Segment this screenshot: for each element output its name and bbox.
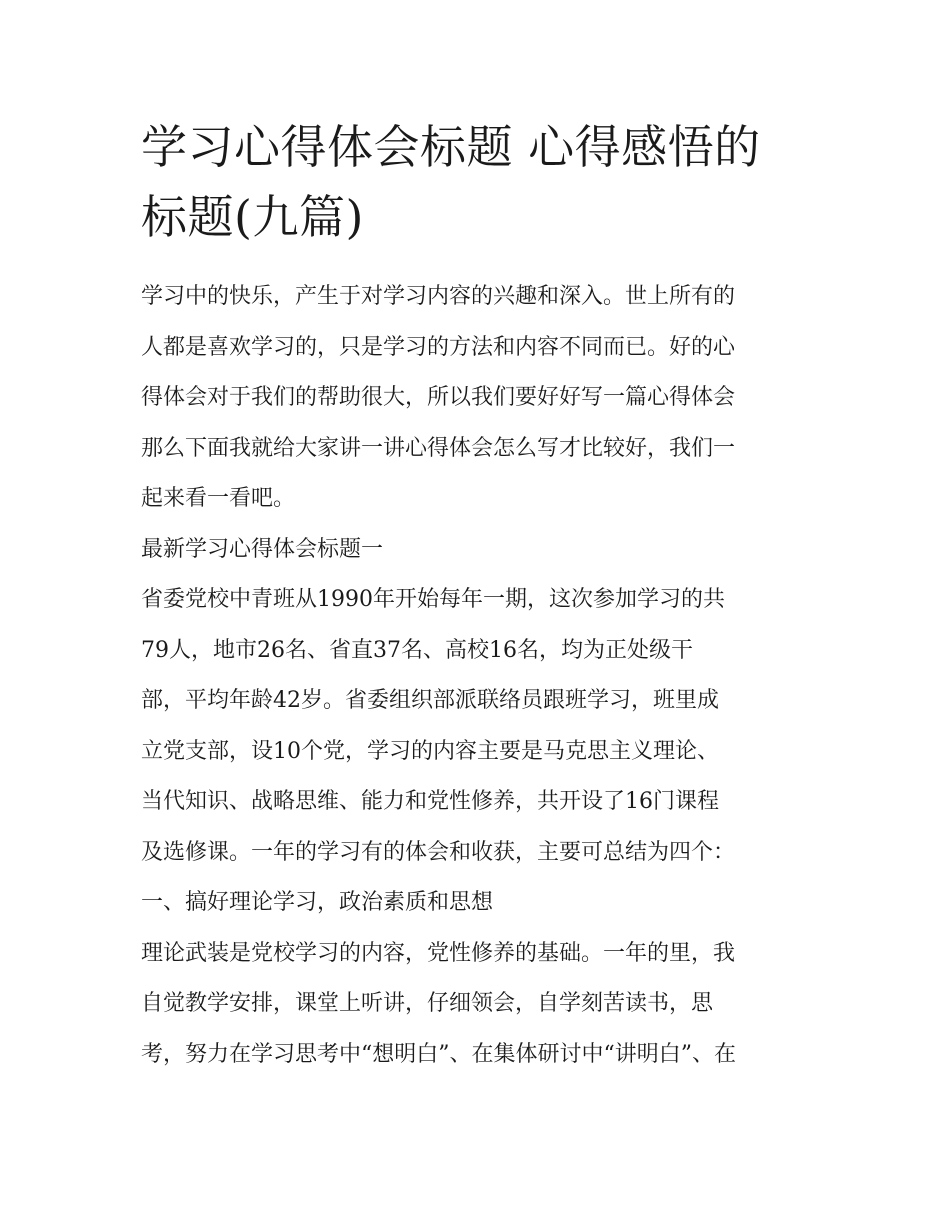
- document-title: 学习心得体会标题 心得感悟的 标题(九篇): [141, 120, 761, 244]
- body-paragraph: 理论武装是党校学习的内容，党性修养的基础。一年的里，我 自觉教学安排，课堂上听讲，仔细领会，自学刻苦读书，思 考，努力在学习思考中“想明白”、在集体研讨中“讲明白”、在: [141, 940, 736, 1067]
- intro-paragraph: 学习中的快乐，产生于对学习内容的兴趣和深入。世上所有的 人都是喜欢学习的，只是学习的方法和内容不同而已。好的心 得体会对于我们的帮助很大，所以我们要好好写一篇心得体会 那么下面我就给大家讲一讲心得体会怎么写才比较好，我们一 起来看一看吧。: [141, 284, 736, 511]
- subsection-heading: 一、搞好理论学习，政治素质和思想: [141, 890, 494, 915]
- body-paragraph: 省委党校中青班从1990年开始每年一期，这次参加学习的共 79人，地市26名、省直37名、高校16名，均为正处级干 部，平均年龄42岁。省委组织部派联络员跟班学习，班里成 立党支部，设10个党，学习的内容主要是马克思主义理论、 当代知识、战略思维、能力和党性修养，共开设了16门课程 及选修课。一年的学习有的体会和收获，主要可总结为四个：: [141, 587, 736, 865]
- document-page: [141, 112, 813, 1080]
- section-heading: 最新学习心得体会标题一: [141, 536, 384, 562]
